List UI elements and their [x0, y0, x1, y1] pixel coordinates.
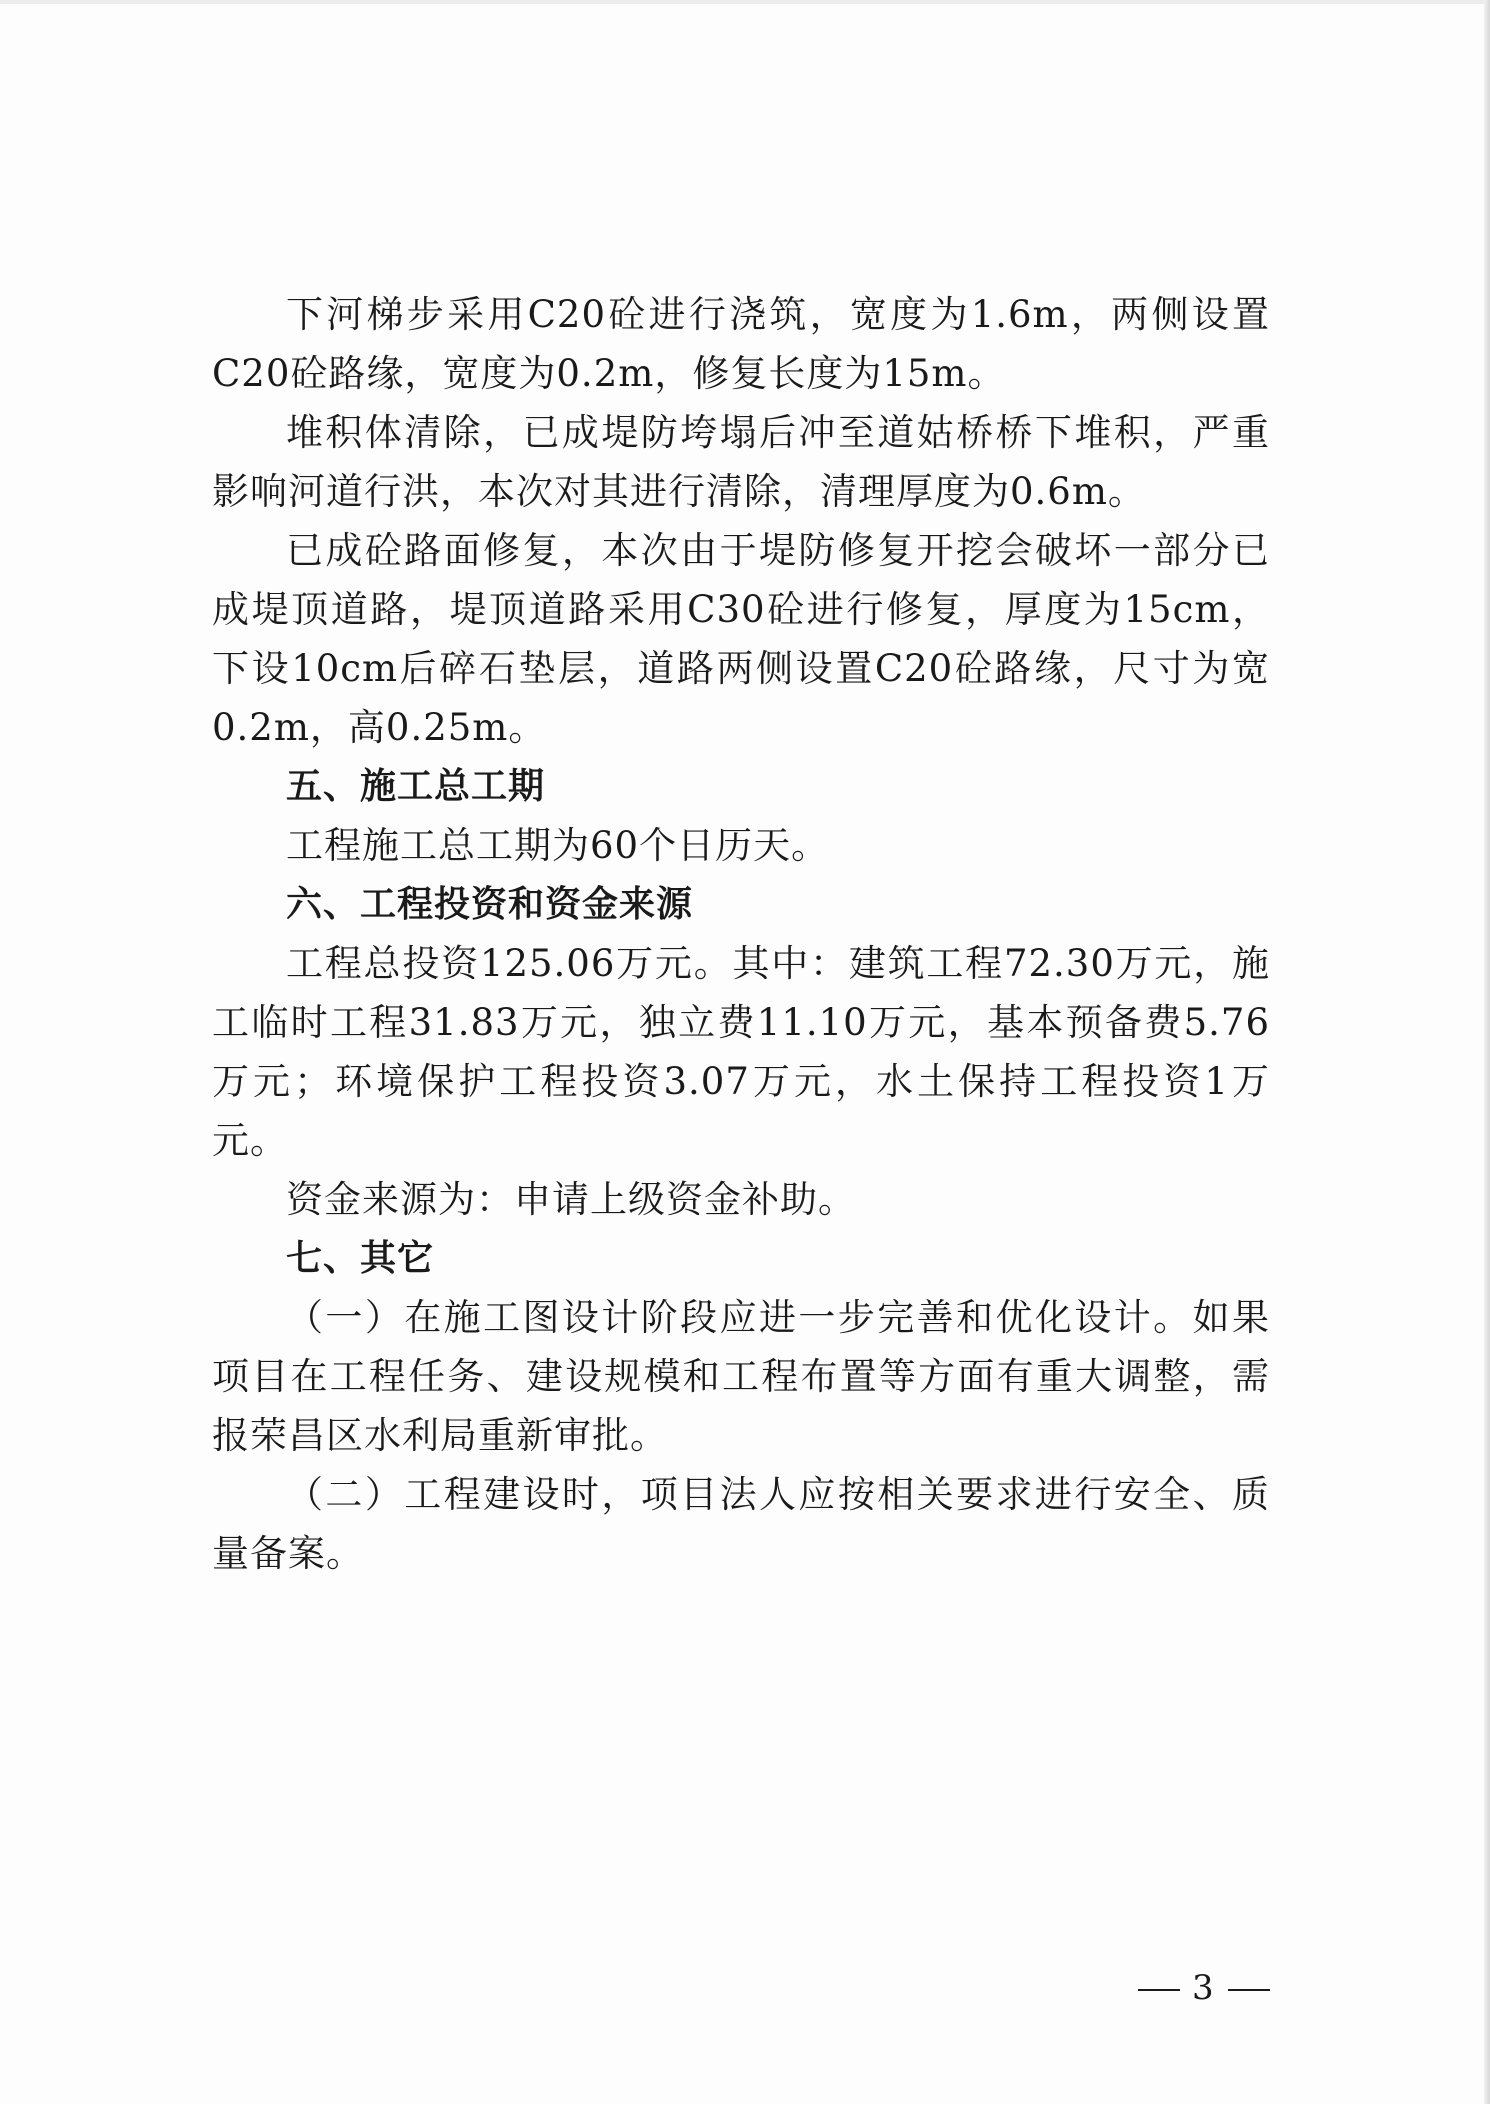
page-number-dash-right [1228, 1989, 1270, 1991]
page-number-dash-left [1138, 1989, 1180, 1991]
paragraph-steps: 下河梯步采用C20砼进行浇筑，宽度为1.6m，两侧设置C20砼路缘，宽度为0.2m，修复长度为15m。 [212, 293, 1270, 395]
page-number-value: 3 [1192, 1968, 1216, 2008]
paragraph-construction-period: 工程施工总工期为60个日历天。 [286, 824, 830, 867]
paragraph-funding-source: 资金来源为：申请上级资金补助。 [286, 1178, 856, 1221]
document-body [212, 285, 1270, 1583]
paragraph-investment: 工程总投资125.06万元。其中：建筑工程72.30万元，施工临时工程31.83万元，独立费11.10万元，基本预备费5.76万元；环境保护工程投资3.07万元，水土保持工程投资1万元。 [212, 942, 1270, 1162]
paragraph-other-1: （一）在施工图设计阶段应进一步完善和优化设计。如果项目在工程任务、建设规模和工程布置等方面有重大调整，需报荣昌区水利局重新审批。 [212, 1296, 1270, 1457]
scan-edge-top [0, 0, 1490, 4]
page-number [1138, 1968, 1270, 2008]
paragraph-road-repair: 已成砼路面修复，本次由于堤防修复开挖会破坏一部分已成堤顶道路，堤顶道路采用C30砼进行修复，厚度为15cm，下设10cm后碎石垫层，道路两侧设置C20砼路缘，尺寸为宽0.2m，高0.25m。 [212, 529, 1270, 749]
heading-construction-period: 五、施工总工期 [286, 766, 546, 807]
paragraph-debris-removal: 堆积体清除，已成堤防垮塌后冲至道姑桥桥下堆积，严重影响河道行洪，本次对其进行清除，清理厚度为0.6m。 [212, 411, 1270, 513]
paragraph-other-2: （二）工程建设时，项目法人应按相关要求进行安全、质量备案。 [212, 1473, 1270, 1575]
scan-edge-right [1484, 0, 1490, 2104]
heading-other: 七、其它 [286, 1238, 435, 1279]
heading-investment: 六、工程投资和资金来源 [286, 884, 694, 925]
